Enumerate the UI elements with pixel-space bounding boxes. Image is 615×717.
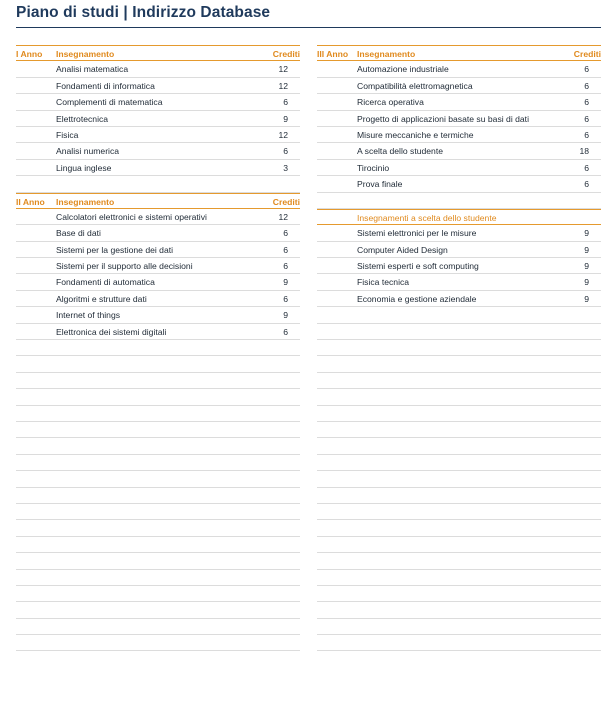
course-credits: 6 — [283, 261, 288, 272]
course-credits: 6 — [283, 244, 288, 255]
course-credits: 6 — [584, 162, 589, 173]
electives-label: Insegnamenti a scelta dello studente — [357, 212, 497, 223]
course-row — [16, 61, 300, 77]
course-row — [16, 307, 300, 323]
course-credits: 18 — [579, 146, 589, 157]
course-credits: 12 — [278, 80, 288, 91]
year-1-courses — [16, 61, 300, 176]
blank-line — [317, 324, 601, 340]
year-2-courses — [16, 209, 300, 340]
course-name: Calcolatori elettronici e sistemi operativi — [56, 211, 207, 222]
section-spacer — [317, 193, 601, 209]
course-row — [317, 258, 601, 274]
year-1-header — [16, 45, 300, 61]
blank-line — [317, 602, 601, 618]
course-credits: 6 — [283, 97, 288, 108]
course-credits: 12 — [278, 129, 288, 140]
course-name: Algoritmi e strutture dati — [56, 293, 147, 304]
course-name: Fondamenti di automatica — [56, 277, 155, 288]
year-1-label: I Anno — [16, 49, 43, 59]
blank-line — [317, 635, 601, 651]
course-credits: 9 — [283, 310, 288, 321]
course-row — [317, 61, 601, 77]
course-name: Sistemi per la gestione dei dati — [56, 244, 174, 255]
course-credits: 9 — [584, 277, 589, 288]
blank-line — [16, 406, 300, 422]
year-3-header — [317, 45, 601, 61]
course-credits: 9 — [283, 113, 288, 124]
section-spacer — [16, 176, 300, 192]
blank-line — [16, 373, 300, 389]
course-credits: 12 — [278, 211, 288, 222]
course-name: Prova finale — [357, 179, 403, 190]
year-3-label: III Anno — [317, 49, 349, 59]
blank-line — [317, 488, 601, 504]
course-row — [317, 160, 601, 176]
course-credits: 6 — [584, 129, 589, 140]
course-row — [317, 274, 601, 290]
blank-line — [317, 438, 601, 454]
course-name: Computer Aided Design — [357, 244, 448, 255]
year-2-header — [16, 193, 300, 209]
course-row — [16, 127, 300, 143]
course-name: Compatibilità elettromagnetica — [357, 80, 473, 91]
course-name: Misure meccaniche e termiche — [357, 129, 474, 140]
blank-line — [317, 570, 601, 586]
credits-header: Crediti — [573, 49, 601, 59]
course-row — [317, 176, 601, 192]
course-row — [16, 209, 300, 225]
blank-line — [317, 586, 601, 602]
blank-line — [317, 455, 601, 471]
course-row — [16, 160, 300, 176]
course-name: Fondamenti di informatica — [56, 80, 155, 91]
blank-line — [317, 553, 601, 569]
page-title: Piano di studi | Indirizzo Database — [16, 4, 271, 21]
course-name: Economia e gestione aziendale — [357, 293, 477, 304]
blank-line — [16, 537, 300, 553]
course-row — [317, 143, 601, 159]
title-divider — [16, 27, 601, 28]
course-name: Tirocinio — [357, 162, 390, 173]
course-row — [317, 78, 601, 94]
course-credits: 3 — [283, 162, 288, 173]
course-name: Internet of things — [56, 310, 121, 321]
blank-line — [16, 356, 300, 372]
blank-line — [317, 389, 601, 405]
blank-line — [317, 520, 601, 536]
course-credits: 6 — [584, 80, 589, 91]
left-column — [16, 45, 300, 651]
course-credits: 12 — [278, 64, 288, 75]
course-name: Sistemi esperti e soft computing — [357, 261, 479, 272]
blank-line — [317, 356, 601, 372]
blank-line — [317, 504, 601, 520]
electives-header — [317, 209, 601, 225]
course-credits: 6 — [584, 179, 589, 190]
course-row — [16, 225, 300, 241]
course-row — [16, 94, 300, 110]
course-name: Automazione industriale — [357, 64, 449, 75]
blank-line — [317, 307, 601, 323]
course-row — [16, 291, 300, 307]
course-credits: 6 — [283, 293, 288, 304]
course-credits: 9 — [283, 277, 288, 288]
course-name: Complementi di matematica — [56, 97, 163, 108]
course-row — [16, 274, 300, 290]
course-row — [317, 242, 601, 258]
course-credits: 9 — [584, 293, 589, 304]
blank-line — [317, 537, 601, 553]
course-name: Base di dati — [56, 228, 101, 239]
blank-lines — [317, 307, 601, 651]
blank-line — [16, 619, 300, 635]
right-column — [317, 45, 601, 651]
blank-line — [16, 570, 300, 586]
blank-line — [16, 635, 300, 651]
course-row — [16, 111, 300, 127]
year-3-courses — [317, 61, 601, 192]
course-credits: 9 — [584, 244, 589, 255]
course-credits: 6 — [584, 113, 589, 124]
blank-line — [16, 438, 300, 454]
course-name: Lingua inglese — [56, 162, 112, 173]
course-name: Progetto di applicazioni basate su basi di dati — [357, 113, 529, 124]
subject-header: Insegnamento — [56, 196, 115, 207]
blank-line — [16, 340, 300, 356]
blank-line — [16, 553, 300, 569]
blank-line — [16, 586, 300, 602]
course-credits: 6 — [283, 326, 288, 337]
course-credits: 6 — [283, 146, 288, 157]
course-name: Sistemi elettronici per le misure — [357, 228, 477, 239]
subject-header: Insegnamento — [56, 49, 115, 59]
credits-header: Crediti — [272, 49, 300, 59]
blank-line — [16, 488, 300, 504]
subject-header: Insegnamento — [357, 49, 416, 59]
blank-line — [317, 406, 601, 422]
course-credits: 6 — [584, 64, 589, 75]
course-row — [317, 291, 601, 307]
course-row — [317, 127, 601, 143]
course-name: A scelta dello studente — [357, 146, 443, 157]
blank-line — [16, 520, 300, 536]
blank-lines — [16, 340, 300, 651]
course-row — [317, 225, 601, 241]
blank-line — [317, 471, 601, 487]
course-row — [16, 143, 300, 159]
course-name: Ricerca operativa — [357, 97, 424, 108]
blank-line — [16, 602, 300, 618]
course-name: Analisi numerica — [56, 146, 120, 157]
year-2-label: II Anno — [16, 196, 45, 207]
blank-line — [16, 455, 300, 471]
blank-line — [317, 340, 601, 356]
course-name: Fisica — [56, 129, 79, 140]
course-row — [317, 111, 601, 127]
course-name: Elettronica dei sistemi digitali — [56, 326, 167, 337]
blank-line — [16, 471, 300, 487]
blank-line — [317, 619, 601, 635]
course-row — [317, 94, 601, 110]
blank-line — [16, 422, 300, 438]
course-credits: 9 — [584, 261, 589, 272]
course-name: Fisica tecnica — [357, 277, 410, 288]
course-row — [16, 242, 300, 258]
course-row — [16, 78, 300, 94]
course-name: Elettrotecnica — [56, 113, 109, 124]
course-row — [16, 258, 300, 274]
credits-header: Crediti — [272, 196, 300, 207]
blank-line — [317, 422, 601, 438]
blank-line — [317, 373, 601, 389]
course-name: Analisi matematica — [56, 64, 129, 75]
course-credits: 6 — [584, 97, 589, 108]
course-credits: 6 — [283, 228, 288, 239]
elective-courses — [317, 225, 601, 307]
course-name: Sistemi per il supporto alle decisioni — [56, 261, 193, 272]
blank-line — [16, 504, 300, 520]
blank-line — [16, 389, 300, 405]
course-credits: 9 — [584, 228, 589, 239]
course-row — [16, 324, 300, 340]
